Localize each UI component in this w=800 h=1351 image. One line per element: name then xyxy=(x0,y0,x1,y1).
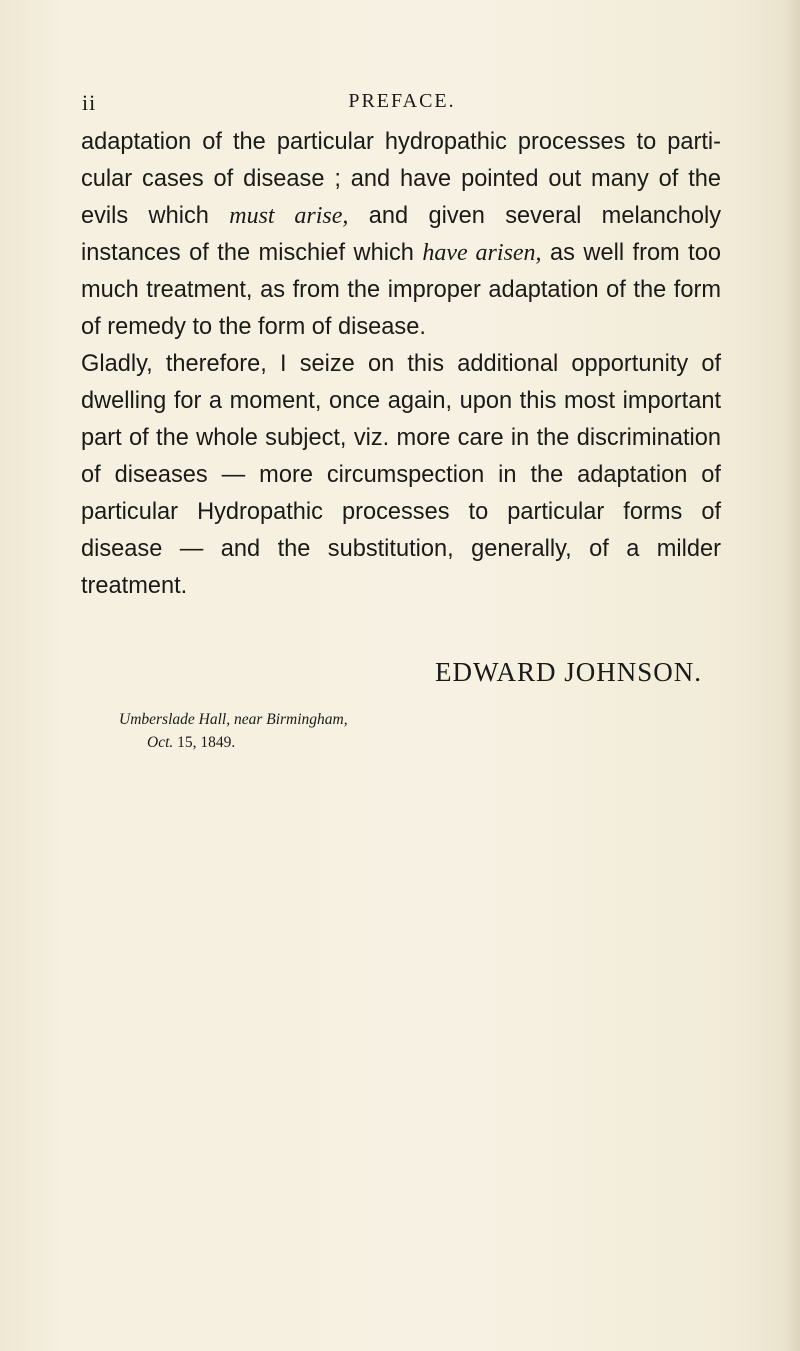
date-month: Oct. xyxy=(147,734,174,751)
paragraph-1-text-b: and given several melancholy instances of the mischief which xyxy=(81,203,722,266)
paragraph-2: Gladly, therefore, I seize on this additional opportunity of dwelling for a moment, once again, upon this most important part of the whole subject, viz. more care in the discrimination of diseases — more circumspection in the adaptation of particular Hydropathic processes to particular forms of disease — and the substitution, generally, of a milder treatment. xyxy=(81,351,721,599)
signature-place: Umberslade Hall, near Birmingham, xyxy=(119,711,348,728)
italic-must-arise: must arise, xyxy=(229,203,349,229)
paragraph-1 xyxy=(81,124,721,346)
paragraph-1-text-a: adaptation of the particular hydropathic processes to parti-cular cases of disease ; and have pointed out many of the evils which xyxy=(81,129,721,229)
preface-body xyxy=(81,124,721,605)
page-number: ii xyxy=(82,90,97,115)
italic-have-arisen: have arisen, xyxy=(422,240,542,266)
date-day-year: 15, 1849. xyxy=(173,734,236,751)
paragraph-1-text-c: as well from too much treatment, as from the improper adaptation of the form of remedy to the form of disease. xyxy=(81,240,721,340)
author-signature: EDWARD JOHNSON. xyxy=(434,657,702,687)
page-header xyxy=(82,90,722,116)
page-edge-shadow xyxy=(782,0,800,1351)
running-head: PREFACE. xyxy=(348,90,456,112)
signature-date xyxy=(147,734,235,752)
